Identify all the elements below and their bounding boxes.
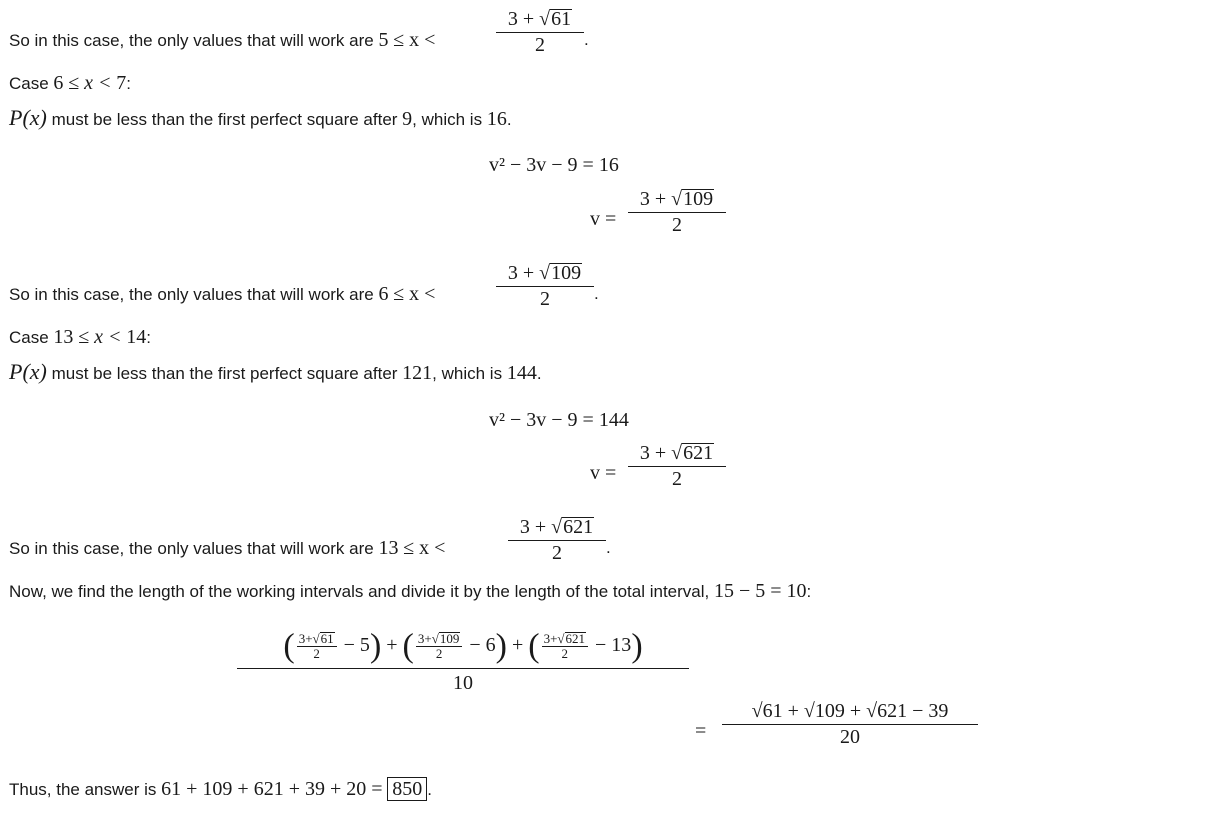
perfect-square-line-13: P(x) must be less than the first perfect square after 121, which is 144. xyxy=(9,359,542,384)
term-minus: − 6 xyxy=(469,634,496,656)
math-lower: 13 xyxy=(378,537,399,559)
math-lower: 5 xyxy=(378,29,389,51)
fraction-sqrt61 xyxy=(496,8,584,57)
case-upper: 7 xyxy=(116,72,127,94)
radicand: 621 xyxy=(563,516,594,538)
result-fraction xyxy=(722,700,978,749)
math-compare: ≤ x < xyxy=(393,29,436,51)
period: . xyxy=(606,538,611,557)
num-prefix: 3 + √ xyxy=(639,188,683,210)
num-prefix: 3 + √ xyxy=(639,442,683,464)
denominator: 2 xyxy=(628,466,726,491)
p-of-x: P(x) xyxy=(9,105,47,130)
term-minus: − 5 xyxy=(343,634,370,656)
small-fraction: $\frac{3+√109}{2}$ xyxy=(416,632,462,660)
solution-lhs-13: v = xyxy=(590,462,617,484)
case-compare: ≤ x < xyxy=(78,326,122,348)
small-fraction: $\frac{3+√61}{2}$ xyxy=(297,632,337,660)
period: . xyxy=(594,284,599,303)
result-denominator: 20 xyxy=(722,724,978,749)
conclusion-line-6 xyxy=(9,284,435,305)
term-minus: − 13 xyxy=(595,634,632,656)
fraction-sqrt109 xyxy=(496,262,594,311)
answer-prefix: Thus, the answer is xyxy=(9,780,157,799)
interval-line: Now, we find the length of the working intervals and divide it by the length of the total interval, 15 − 5 = 10: xyxy=(9,580,812,602)
conclusion-text: So in this case, the only values that will work are xyxy=(9,31,374,50)
solution-lhs-6: v = xyxy=(590,208,617,230)
case-heading-6: Case 6 ≤ x < 7: xyxy=(9,72,131,94)
radicand: 61 xyxy=(551,8,572,30)
denominator: 2 xyxy=(496,286,594,311)
which-is: , which is xyxy=(412,110,483,129)
big-fraction-denominator: 10 xyxy=(453,672,473,694)
radicand: 621 xyxy=(683,442,714,464)
answer-sum: 61 + 109 + 621 + 39 + 20 = xyxy=(161,778,383,800)
num-prefix: 3 + √ xyxy=(519,516,563,538)
perfect-square-text: must be less than the first perfect square after xyxy=(51,110,398,129)
case-lower: 6 xyxy=(53,72,64,94)
square-value: 16 xyxy=(486,108,507,130)
answer-line: Thus, the answer is 61 + 109 + 621 + 39 + 20 = 850 . xyxy=(9,778,433,800)
p-of-x: P(x) xyxy=(9,359,47,384)
after-value: 121 xyxy=(402,362,433,384)
case-upper: 14 xyxy=(126,326,147,348)
after-value: 9 xyxy=(402,108,413,130)
num-prefix: 3 + √ xyxy=(507,262,551,284)
denominator: 2 xyxy=(508,540,606,565)
square-value: 144 xyxy=(506,362,537,384)
small-fraction: $\frac{3+√621}{2}$ xyxy=(542,632,588,660)
radicand: 109 xyxy=(551,262,582,284)
interval-math: 15 − 5 = 10 xyxy=(713,580,807,602)
case-heading-13: Case 13 ≤ x < 14: xyxy=(9,326,151,348)
answer-box: 850 xyxy=(387,777,427,801)
result-numerator: √61 + √109 + √621 − 39 xyxy=(751,700,949,722)
conclusion-text: So in this case, the only values that will work are xyxy=(9,285,374,304)
math-compare: ≤ x < xyxy=(403,537,446,559)
big-fraction xyxy=(237,622,689,697)
math-compare: ≤ x < xyxy=(393,283,436,305)
case-lower: 13 xyxy=(53,326,74,348)
case-compare: ≤ x < xyxy=(68,72,112,94)
num-prefix: 3 + √ xyxy=(507,8,551,30)
perfect-square-line-6: P(x) must be less than the first perfect square after 9, which is 16. xyxy=(9,105,512,130)
case-label: Case xyxy=(9,74,49,93)
conclusion-line-1 xyxy=(9,30,435,51)
equals-sign: = xyxy=(695,720,707,742)
math-lower: 6 xyxy=(378,283,389,305)
solution-fraction-109 xyxy=(628,188,726,237)
conclusion-text: So in this case, the only values that will work are xyxy=(9,539,374,558)
radicand: 109 xyxy=(683,188,714,210)
denominator: 2 xyxy=(628,212,726,237)
case-label: Case xyxy=(9,328,49,347)
equation-6: v² − 3v − 9 = 16 xyxy=(489,154,619,176)
solution-fraction-621 xyxy=(628,442,726,491)
interval-text: Now, we find the length of the working intervals and divide it by the length of the total interval, xyxy=(9,582,710,601)
conclusion-line-13 xyxy=(9,538,445,559)
period: . xyxy=(584,30,589,49)
which-is: , which is xyxy=(432,364,503,383)
equation-13: v² − 3v − 9 = 144 xyxy=(489,409,629,431)
denominator: 2 xyxy=(496,32,584,57)
perfect-square-text: must be less than the first perfect square after xyxy=(51,364,398,383)
big-fraction-numerator: ( $\frac{3+√61}{2}$ − 5) + ( $\frac{3+√109}{2}$ − 6) + ( $\frac{3+√621}{2}$ − 13) xyxy=(237,622,689,669)
fraction-sqrt621 xyxy=(508,516,606,565)
